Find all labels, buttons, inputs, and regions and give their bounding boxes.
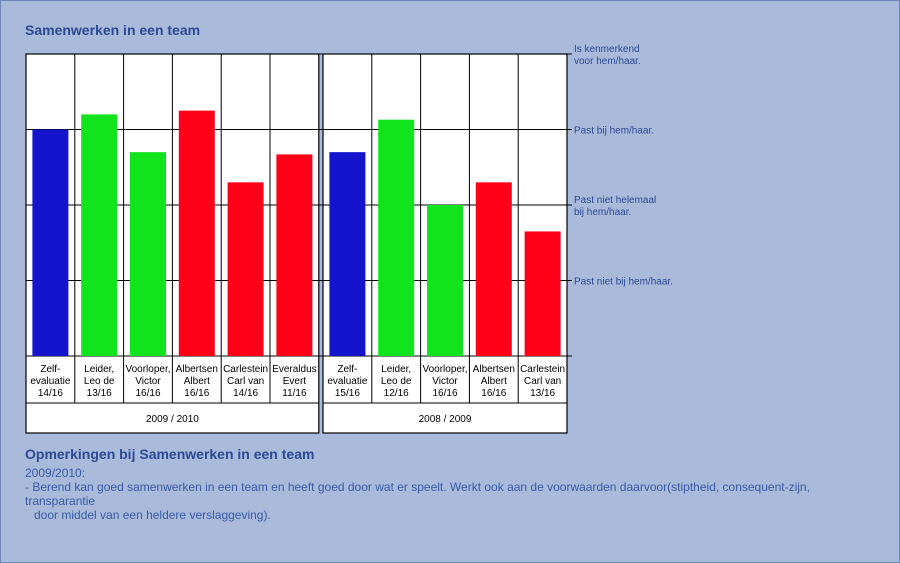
chart-title: Samenwerken in een team	[25, 22, 201, 38]
category-label: Carl van	[523, 376, 562, 387]
category-label: Leider,	[381, 364, 412, 375]
bar	[476, 182, 512, 356]
category-label: Carlestein	[223, 364, 269, 375]
remarks-title: Opmerkingen bij Samenwerken in een team	[25, 446, 315, 462]
category-label: Evert	[282, 376, 307, 387]
remarks-year: 2009/2010:	[25, 466, 86, 480]
category-label: Leo de	[380, 376, 412, 387]
category-label: Albertsen	[175, 364, 218, 375]
category-label: Albertsen	[472, 364, 515, 375]
category-label: Victor	[432, 376, 458, 387]
group-label: 2008 / 2009	[418, 414, 472, 425]
bar	[427, 205, 463, 356]
bar	[378, 120, 414, 356]
category-label: Albert	[480, 376, 507, 387]
category-label: Albert	[183, 376, 210, 387]
remarks-block	[25, 466, 875, 522]
category-label: Zelf-	[337, 364, 358, 375]
category-label: Voorloper,	[125, 364, 171, 375]
level-label: Past niet bij hem/haar.	[574, 276, 673, 288]
level-label: Past niet helemaal	[574, 195, 657, 206]
category-label: 15/16	[334, 388, 360, 399]
category-label: 12/16	[383, 388, 409, 399]
category-label: 16/16	[135, 388, 161, 399]
group-label: 2009 / 2010	[145, 414, 199, 425]
category-label: Leider,	[84, 364, 115, 375]
bar	[32, 130, 68, 357]
category-label: Victor	[135, 376, 161, 387]
category-label: Carl van	[226, 376, 265, 387]
category-label: 14/16	[233, 388, 259, 399]
category-label: 16/16	[481, 388, 507, 399]
category-label: 13/16	[530, 388, 556, 399]
bar	[228, 182, 264, 356]
category-label: Carlestein	[520, 364, 566, 375]
remarks-line-1: - Berend kan goed samenwerken in een team en heeft goed door wat er speelt. Werkt ook aan de voorwaarden daarvoor(stiptheid, consequent-zijn, transparantie	[25, 480, 814, 508]
category-label: Leo de	[83, 376, 115, 387]
category-label: evaluatie	[327, 376, 368, 387]
category-label: Everaldus	[272, 364, 317, 375]
category-label: 16/16	[184, 388, 210, 399]
category-label: evaluatie	[30, 376, 71, 387]
bar	[276, 154, 312, 356]
remarks-line-2: door middel van een heldere verslaggeving).	[34, 508, 271, 522]
level-label: voor hem/haar.	[574, 56, 641, 67]
category-label: 14/16	[37, 388, 63, 399]
level-label: Past bij hem/haar.	[574, 125, 655, 137]
bar	[81, 114, 117, 356]
bar	[179, 111, 215, 356]
category-label: 13/16	[86, 388, 112, 399]
bar	[329, 152, 365, 356]
category-label: 16/16	[432, 388, 458, 399]
category-label: Voorloper,	[422, 364, 468, 375]
category-label: 11/16	[282, 388, 307, 399]
bar	[130, 152, 166, 356]
category-label: Zelf-	[40, 364, 61, 375]
level-label: Is kenmerkend	[574, 44, 640, 55]
bar	[525, 231, 561, 356]
level-label: bij hem/haar.	[574, 207, 632, 218]
